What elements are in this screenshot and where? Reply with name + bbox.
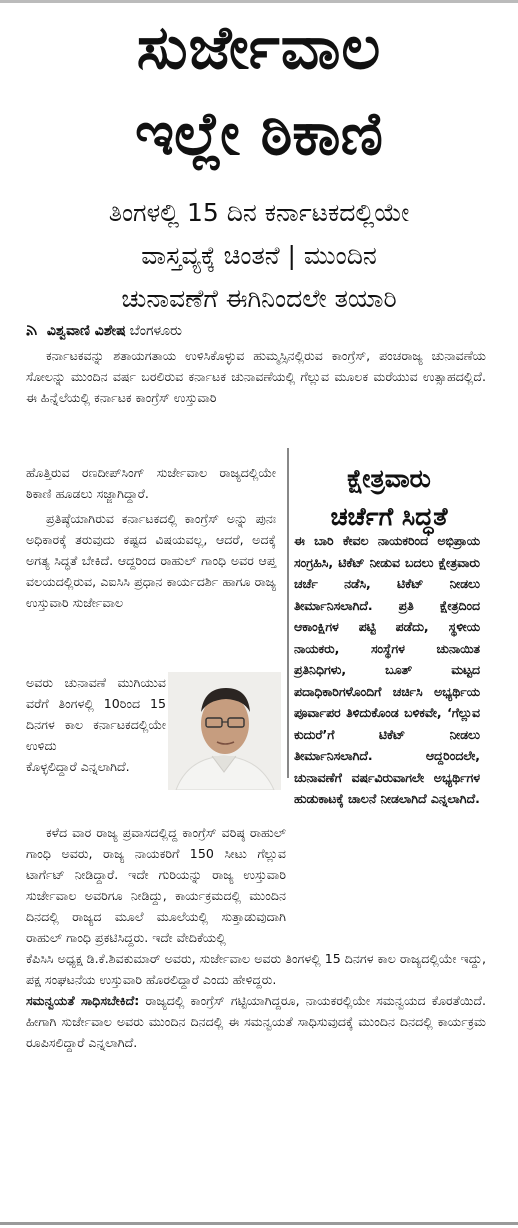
top-rule [0,0,518,3]
article-paragraph-3 [26,822,486,948]
byline-city: ಬೆಂಗಳೂರು [129,323,182,339]
article-left-column [26,465,276,613]
article-paragraph-2-cont: ಅವರು ಚುನಾವಣೆ ಮುಗಿಯುವ ವರೆಗೆ ತಿಂಗಳಲ್ಲಿ 10ರಿಂದ 15 ದಿನಗಳ ಕಾಲ ಕರ್ನಾಟಕದಲ್ಲಿಯೇ ಉಳಿದು [26,675,166,753]
article-paragraph-1: ಕರ್ನಾಟಕವನ್ನು ಶತಾಯಗತಾಯ ಉಳಿಸಿಕೊಳ್ಳುವ ಹುಮ್ಮಸ್ಸಿನಲ್ಲಿರುವ ಕಾಂಗ್ರೆಸ್, ಪಂಚರಾಜ್ಯ ಚುನಾವಣೆಯ ಸೋಲನ್ನು ಮುಂದಿನ ವರ್ಷ ಬರಲಿರುವ ಕರ್ನಾಟಕ ಚುನಾವಣೆಯಲ್ಲಿ ಗೆಲ್ಲುವ ಮೂಲಕ ಮರೆಯುವ ಉತ್ಸಾಹದಲ್ಲಿದೆ. ಈ ಹಿನ್ನೆಲೆಯಲ್ಲಿ ಕರ್ನಾಟಕ ಕಾಂಗ್ರೆಸ್ ಉಸ್ತುವಾರಿ [26,348,486,405]
portrait-photo [168,672,281,790]
article-paragraph-4-lead: ಸಮನ್ವಯತೆ ಸಾಧಿಸಬೇಕಿದೆ: [26,993,140,1008]
bottom-rule [0,1222,518,1225]
article-paragraph-4 [26,990,486,1053]
sidebar-heading [289,460,489,536]
portrait-illustration [168,672,281,790]
sidebar-heading-line-1: ಕ್ಷೇತ್ರವಾರು [347,464,431,493]
article-bottom-column [26,822,486,1053]
byline [26,323,182,339]
article-paragraph-2-end: ಕೊಳ್ಳಲಿದ್ದಾರೆ ಎನ್ನಲಾಗಿದೆ. [26,759,130,774]
article-paragraph-2: ಪ್ರತಿಷ್ಠೆಯಾಗಿರುವ ಕರ್ನಾಟಕದಲ್ಲಿ ಕಾಂಗ್ರೆಸ್ ಅನ್ನು ಪುನಃ ಅಧಿಕಾರಕ್ಕೆ ತರುವುದು ಕಷ್ಟದ ವಿಷಯವಲ್ಲ, ಆದರೆ, ಅದಕ್ಕೆ ಅಗತ್ಯ ಸಿದ್ಧತೆ ಬೇಕಿದೆ. ಆದ್ದರಿಂದ ರಾಹುಲ್ ಗಾಂಧಿ ಅವರ ಆಪ್ತ ವಲಯದಲ್ಲಿರುವ, ಎಐಸಿಸಿ ಪ್ರಧಾನ ಕಾರ್ಯದರ್ಶಿ ಹಾಗೂ ರಾಜ್ಯ ಉಸ್ತುವಾರಿ ಸುರ್ಜೇವಾಲ [26,511,276,610]
headline-line-2: ಇಲ್ಲೇ ಠಿಕಾಣಿ [135,99,383,169]
article-photo-wrap-column [26,672,166,777]
rss-icon [26,323,43,339]
article-paragraph-1-cont: ಹೊತ್ತಿರುವ ರಣದೀಪ್‌ಸಿಂಗ್ ಸುರ್ಜೇವಾಲ ರಾಜ್ಯದಲ್ಲಿಯೇ ಠಿಕಾಣಿ ಹೂಡಲು ಸಜ್ಜಾಗಿದ್ದಾರೆ. [26,465,276,501]
headline-line-1: ಸುರ್ಜೇವಾಲ [136,13,382,83]
deck-line-3: ಚುನಾವಣೆಗೆ ಈಗಿನಿಂದಲೇ ತಯಾರಿ [121,284,397,313]
article-paragraph-4-text: ರಾಜ್ಯದಲ್ಲಿ ಕಾಂಗ್ರೆಸ್ ಗಟ್ಟಿಯಾಗಿದ್ದರೂ, ನಾಯಕರಲ್ಲಿಯೇ ಸಮನ್ವಯದ ಕೊರತೆಯಿದೆ. ಹೀಗಾಗಿ ಸುರ್ಜೇವಾಲ ಅವರು ಮುಂದಿನ ದಿನದಲ್ಲಿ ಈ ಸಮನ್ವಯತೆ ಸಾಧಿಸುವುದಕ್ಕೆ ಮುಂದಿನ ದಿನದಲ್ಲಿ ಕಾರ್ಯಕ್ರಮ ರೂಪಿಸಲಿದ್ದಾರೆ ಎನ್ನಲಾಗಿದೆ. [26,993,486,1050]
article-paragraph-3-text: ಕಳೆದ ವಾರ ರಾಜ್ಯ ಪ್ರವಾಸದಲ್ಲಿದ್ದ ಕಾಂಗ್ರೆಸ್ ವರಿಷ್ಠ ರಾಹುಲ್ ಗಾಂಧಿ ಅವರು, ರಾಜ್ಯ ನಾಯಕರಿಗೆ 150 ಸೀಟು ಗೆಲ್ಲುವ ಟಾರ್ಗೆಟ್ ನೀಡಿದ್ದಾರೆ. ಇದೇ ಗುರಿಯನ್ನು ರಾಜ್ಯ ಉಸ್ತುವಾರಿ ಸುರ್ಜೇವಾಲ ಅವರಿಗೂ ನೀಡಿದ್ದು, ಕಾರ್ಯಕ್ರಮದಲ್ಲಿ ಮುಂದಿನ ದಿನದಲ್ಲಿ ರಾಜ್ಯದ ಮೂಲೆ ಮೂಲೆಯಲ್ಲಿ ಸುತ್ತಾಡುವುದಾಗಿ ರಾಹುಲ್ ಗಾಂಧಿ ಪ್ರಕಟಿಸಿದ್ದರು. ಇದೇ ವೇದಿಕೆಯಲ್ಲಿ [26,825,286,945]
byline-source: ವಿಶ್ವವಾಣಿ ವಿಶೇಷ [46,323,126,339]
deck-line-1: ತಿಂಗಳಲ್ಲಿ 15 ದಿನ ಕರ್ನಾಟಕದಲ್ಲಿಯೇ [108,198,410,227]
article-intro [26,345,486,408]
sidebar-body: ಈ ಬಾರಿ ಕೇವಲ ನಾಯಕರಿಂದ ಅಭಿಪ್ರಾಯ ಸಂಗ್ರಹಿಸಿ, ಟಿಕೆಟ್ ನೀಡುವ ಬದಲು ಕ್ಷೇತ್ರವಾರು ಚರ್ಚೆ ನಡೆಸಿ, ಟಿಕೆಟ್ ನೀಡಲು ತೀರ್ಮಾನಿಸಲಾಗಿದೆ. ಪ್ರತಿ ಕ್ಷೇತ್ರದಿಂದ ಆಕಾಂಕ್ಷಿಗಳ ಪಟ್ಟಿ ಪಡೆದು, ಸ್ಥಳೀಯ ನಾಯಕರು, ಸಂಸ್ಥೆಗಳ ಚುನಾಯಿತ ಪ್ರತಿನಿಧಿಗಳು, ಬೂತ್ ಮಟ್ಟದ ಪದಾಧಿಕಾರಿಗಳೊಂದಿಗೆ ಚರ್ಚಿಸಿ ಅಭ್ಯರ್ಥಿಯ ಪೂರ್ವಾಪರ ತಿಳಿದುಕೊಂಡ ಬಳಿಕವೇ, ‘ಗೆಲ್ಲುವ ಕುದುರೆ’ಗೆ ಟಿಕೆಟ್ ನೀಡಲು ತೀರ್ಮಾನಿಸಲಾಗಿದೆ. ಆದ್ದರಿಂದಲೇ, ಚುನಾವಣೆಗೆ ವರ್ಷವಿರುವಾಗಲೇ ಅಭ್ಯರ್ಥಿಗಳ ಹುಡುಕಾಟಕ್ಕೆ ಚಾಲನೆ ನೀಡಲಾಗಿದೆ ಎನ್ನಲಾಗಿದೆ. [294,533,480,806]
sidebar-heading-line-2: ಚರ್ಚೆಗೆ ಸಿದ್ಧತೆ [330,502,448,531]
article-paragraph-3-end: ಕೆಪಿಸಿಸಿ ಅಧ್ಯಕ್ಷ ಡಿ.ಕೆ.ಶಿವಕುಮಾರ್ ಅವರು, ಸುರ್ಜೇವಾಲ ಅವರು ತಿಂಗಳಲ್ಲಿ 15 ದಿನಗಳ ಕಾಲ ರಾಜ್ಯದಲ್ಲಿಯೇ ಇದ್ದು, ಪಕ್ಷ ಸಂಘಟನೆಯ ಉಸ್ತುವಾರಿ ಹೊರಲಿದ್ದಾರೆ ಎಂದು ಹೇಳಿದ್ದರು. [26,951,486,987]
deck-line-2: ವಾಸ್ತವ್ಯಕ್ಕೆ ಚಿಂತನೆ | ಮುಂದಿನ [141,241,377,270]
